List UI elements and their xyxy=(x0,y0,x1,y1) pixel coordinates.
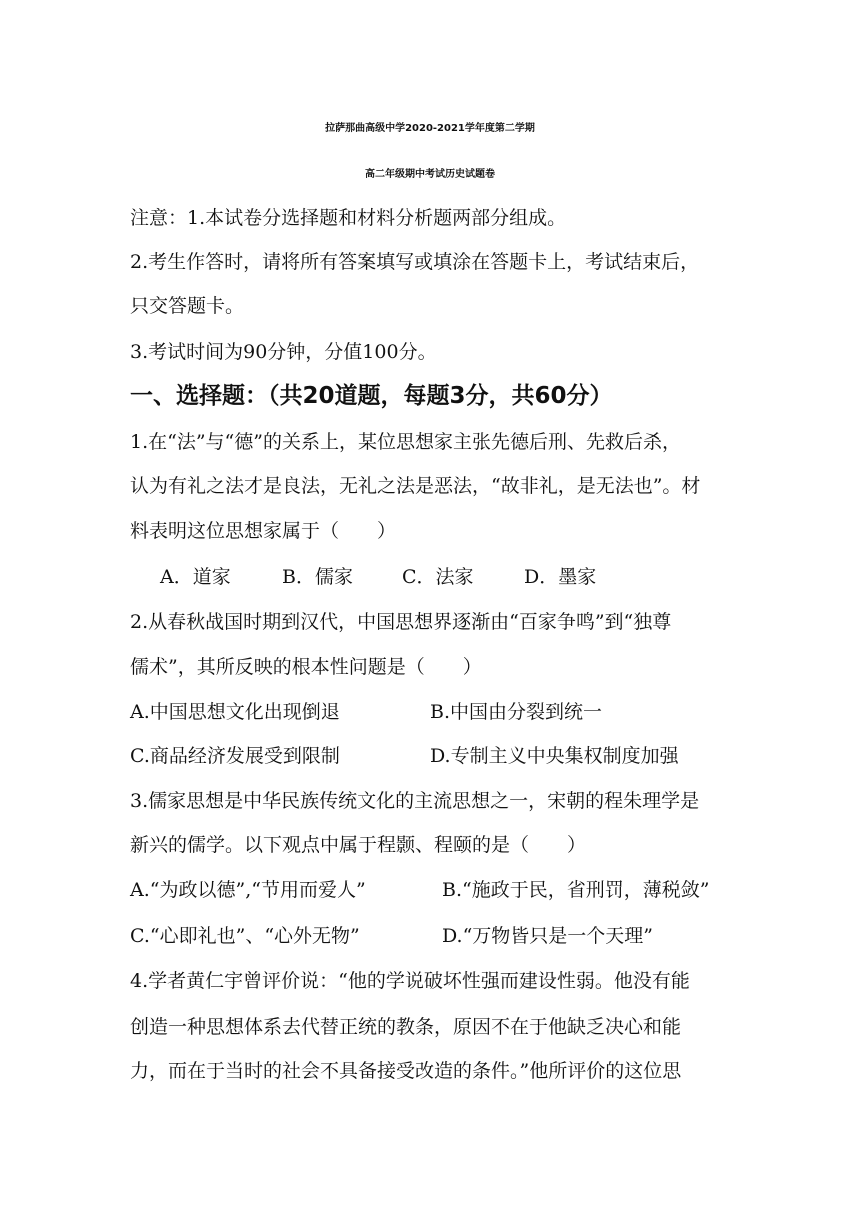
question-4-line1: 4.学者黄仁宇曾评价说：“他的学说破坏性强而建设性弱。他没有能 xyxy=(130,970,690,992)
question-4-line3: 力，而在于当时的社会不具备接受改造的条件。”他所评价的这位思 xyxy=(130,1060,682,1082)
question-2-option-b: B.中国由分裂到统一 xyxy=(430,701,603,723)
section-1-heading: 一、选择题：（共20道题，每题3分，共60分） xyxy=(130,383,613,409)
question-2-option-c: C.商品经济发展受到限制 xyxy=(130,745,340,767)
question-1-line2: 认为有礼之法才是良法，无礼之法是恶法，“故非礼，是无法也”。材 xyxy=(130,475,701,497)
question-1-option-b: B．儒家 xyxy=(282,566,353,588)
question-2-option-d: D.专制主义中央集权制度加强 xyxy=(430,745,679,767)
question-1-option-d: D．墨家 xyxy=(524,566,597,588)
question-2-line2: 儒术”，其所反映的根本性问题是（ ） xyxy=(130,656,482,678)
question-3-line2: 新兴的儒学。以下观点中属于程颢、程颐的是（ ） xyxy=(130,834,587,856)
question-3-option-d: D.“万物皆只是一个天理” xyxy=(442,925,654,947)
exam-title-line2: 高二年级期中考试历史试题卷 xyxy=(365,169,495,180)
question-3-line1: 3.儒家思想是中华民族传统文化的主流思想之一，宋朝的程朱理学是 xyxy=(130,790,700,812)
question-1-line1: 1.在“法”与“德”的关系上，某位思想家主张先德后刑、先救后杀， xyxy=(130,431,681,453)
note-2-line2: 只交答题卡。 xyxy=(130,295,245,317)
note-3: 3.考试时间为90分钟，分值100分。 xyxy=(130,341,437,363)
note-2-line1: 2.考生作答时，请将所有答案填写或填涂在答题卡上，考试结束后， xyxy=(130,251,700,273)
question-3-option-b: B.“施政于民，省刑罚，薄税敛” xyxy=(442,879,710,901)
question-1-option-c: C．法家 xyxy=(402,566,474,588)
exam-title-line1: 拉萨那曲高级中学2020-2021学年度第二学期 xyxy=(325,123,535,134)
question-2-option-a: A.中国思想文化出现倒退 xyxy=(130,701,340,723)
question-1-option-a: A．道家 xyxy=(160,566,231,588)
question-3-option-c: C.“心即礼也”、“心外无物” xyxy=(130,925,360,947)
question-4-line2: 创造一种思想体系去代替正统的教条，原因不在于他缺乏决心和能 xyxy=(130,1016,682,1038)
question-1-line3: 料表明这位思想家属于（ ） xyxy=(130,520,397,542)
question-3-option-a: A.“为政以德”,“节用而爱人” xyxy=(130,879,366,901)
note-1: 注意：1.本试卷分选择题和材料分析题两部分组成。 xyxy=(130,207,567,229)
question-2-line1: 2.从春秋战国时期到汉代，中国思想界逐渐由“百家争鸣”到“独尊 xyxy=(130,611,672,633)
